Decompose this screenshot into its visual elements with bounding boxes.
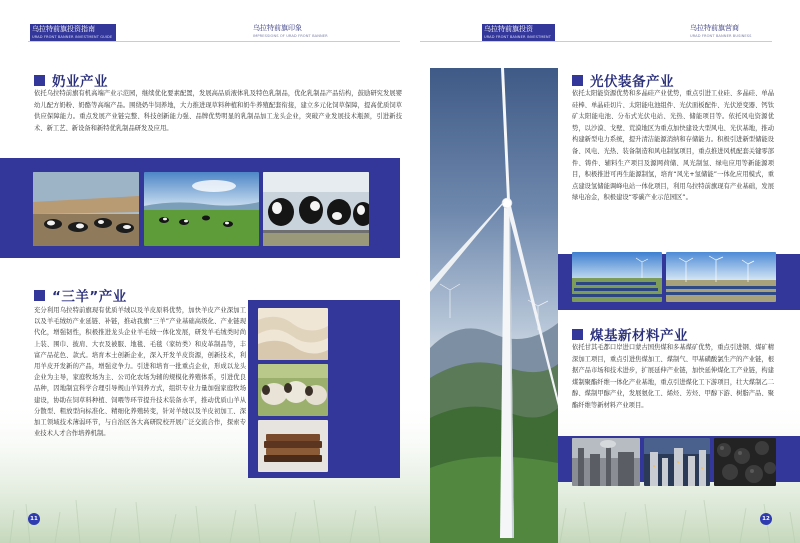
header-tab-guide[interactable]: [30, 24, 116, 41]
title-square-icon: [34, 75, 45, 86]
solar-farm-photo: [572, 252, 662, 302]
cashmere-fabric-photo: [258, 308, 328, 360]
coal-plant-photo: [572, 438, 640, 486]
header-tab-impressions[interactable]: [253, 24, 328, 39]
page-number-right: 12: [760, 513, 772, 525]
header-tab-label: 乌拉特前旗营商: [690, 24, 739, 32]
header-tab-label: 乌拉特前旗投资指南: [32, 25, 95, 33]
page-header: [0, 0, 800, 44]
sheep-paragraph: 充分利用乌拉特前旗现有优质羊绒以及羊皮原料优势，加快羊皮产业深加工以及羊毛绒纺产业延链、补链，推动我旗“三羊”产业基础高级化、产业链现代化，增强韧性，积极推进龙头企业羊毛绒一体化发展，研发羊毛绒类时尚上装、围巾、披肩、大衣及被服、地毯、毛毯（家纺类）和皮革制品等，丰富产品花色、款式。培育本土创新企业，深入开发羊皮资源，创新技术，利用羊皮开发新的产品，增强竞争力。引进和培育一批重点企业，形成以龙头企业为主导，家庭牧场为主、公司化农场为辅的规模化养殖体系，引进优良品种，因地制宜科学合理引导规山羊饲养方式，组织专业力量加强家庭牧场建设，协助在饲草料种植、饲喂等环节提升技术装备水平，推动优质山羊从分散型、粗放型向标准化、精细化养殖转变，针对羊绒以及羊皮初加工、深加工领域技术薄弱环节，与自治区各大高研院校开展广泛交流合作，探索专业技术人才合作培养机制。: [34, 307, 246, 438]
header-divider: [28, 41, 400, 42]
title-square-icon: [572, 329, 583, 340]
header-divider: [420, 41, 772, 42]
dairy-title-text: 奶业产业: [52, 74, 108, 90]
chemical-facility-photo: [644, 438, 710, 486]
coal-pile-photo: [714, 438, 776, 486]
header-tab-business[interactable]: [690, 24, 752, 39]
coal-paragraph: 依托甘其毛都口岸进口蒙古国焦煤和多基煤矿优势，重点引进钢、煤矿精深加工项目，重点引进焦煤加工、煤制气、甲基磺酸氯生产的产业链，根据产品市场和技术进步，扩展延伸产业链，加快延伸煤化工产业链，构建煤制聚酯纤维一体化产业基地，重点引进煤化工下游项目，壮大煤制乙二醇、煤制甲醇产业，发展氨化工、烯烃、芳烃、甲醇下游、树脂产品、聚酯纤维等新材料产业项目。: [572, 344, 774, 409]
cows-grassland-photo: [144, 172, 259, 246]
header-tab-label: 乌拉特前旗印象: [253, 24, 302, 32]
header-tab-sublabel: URAD FRONT BANNER INVESTMENT: [484, 35, 551, 39]
wind-solar-base-photo: [666, 252, 776, 302]
coal-title-text: 煤基新材料产业: [590, 328, 688, 344]
pv-paragraph: 依托太阳能资源优势和多晶硅产业优势，重点引进工业硅、多晶硅、单晶硅棒、单晶硅切片、太阳能电池组件、光伏面板配件、光伏逆变器、钙钛矿太阳能电池、分布式光伏电站、光热、储能项目等。依托风电资源优势，以沙漠、戈壁、荒漠地区为重点加快建设大型风电、光伏基地，推动构建新型电力系统，提升清洁能源消纳和存储能力。积极引进新型储能设备、风电、光热、装备制造和风电制氢项目，重点推进风机配套关键零部件、铸件、辅料生产项目及源网荷储、风光制氢、绿电应用等新能源项目，积极推进可再生能源制氢，培育“风光+氢储能”一体化应用模式，重点建设氢储能调峰电站一体化项目，利用乌拉特前旗现有产业基础，发展绿电冶金，积极建设“零碳产业示范园区”。: [572, 90, 774, 202]
header-tab-label: 乌拉特前旗投资: [484, 25, 533, 33]
dairy-section-title: [34, 70, 108, 90]
coal-section-title: [572, 324, 688, 344]
cow-barn-photo: [33, 172, 139, 246]
sheep-section-title: [34, 285, 127, 305]
header-tab-sublabel: URAD FRONT BANNER BUSINESS: [690, 34, 752, 38]
dairy-paragraph: 依托乌拉特前旗有机高端产业示范园，继续优化要素配置，发展高品质液体乳及特色乳制品，优化乳制品产品结构，鼓励研究发展婴幼儿配方奶粉、奶酪等高端产品。围绕奶牛饲养地，大力推进现草料种植和奶牛养殖配套衔接，建立多元化饲草保障，提高优质饲草供应保障能力。重点发展产业链完整、科技创新能力强、品牌优势明显的乳制品加工龙头企业，突破产业发展技术瓶颈，引进新技术、新工艺、新设备和新特优乳制品研发及应用。: [34, 90, 402, 132]
dairy-cows-feeding-photo: [263, 172, 369, 246]
header-tab-sublabel: IMPRESSIONS OF URAD FRONT BANNER: [253, 34, 328, 38]
title-square-icon: [572, 75, 583, 86]
header-tab-investment[interactable]: [482, 24, 555, 41]
sheep-title-text: “三羊”产业: [52, 289, 127, 305]
pv-section-title: [572, 70, 674, 90]
page-number-left: 11: [28, 513, 40, 525]
header-tab-sublabel: URAD FRONT BANNER INVESTMENT GUIDE: [32, 35, 113, 39]
sheep-photo: [258, 364, 328, 416]
title-square-icon: [34, 290, 45, 301]
wind-turbine-photo: [430, 68, 558, 543]
pv-title-text: 光伏装备产业: [590, 74, 674, 90]
leather-stack-photo: [258, 420, 328, 472]
